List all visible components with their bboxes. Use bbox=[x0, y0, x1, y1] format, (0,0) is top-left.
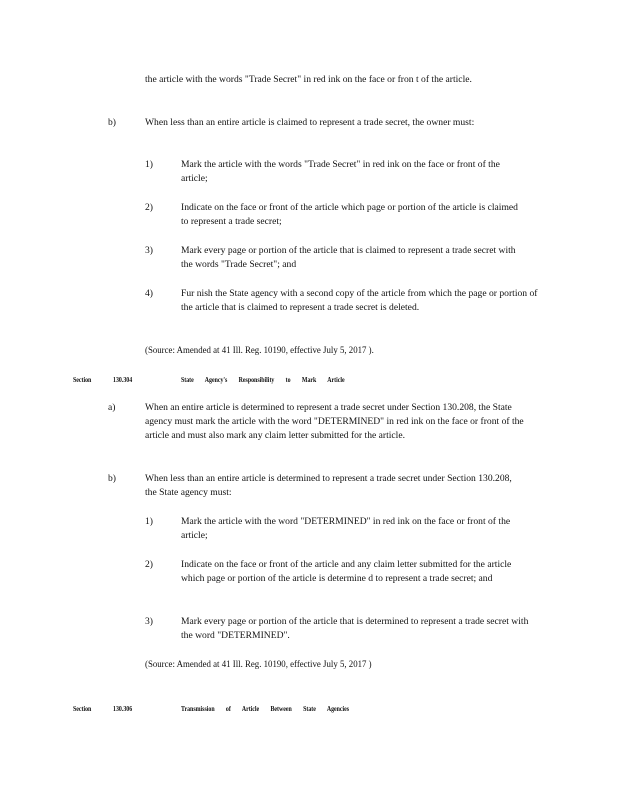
subitem-text: Mark the article with the word "DETERMINED" in red ink on the face or front of the article; bbox=[181, 516, 511, 541]
subitem-text: Mark every page or portion of the article that is claimed to represent a trade secret with the words "Trade Secret"; and bbox=[181, 245, 516, 270]
item-b-text: When less than an entire article is claimed to represent a trade secret, the owner must: bbox=[145, 117, 475, 128]
source-note: (Source: Amended at 41 Ill. Reg. 10190, effective July 5, 2017 ). bbox=[145, 345, 374, 356]
subitem-text: Fur nish the State agency with a second copy of the article from which the page or portion of the article that is claimed to represent a trade secret is deleted. bbox=[181, 288, 538, 313]
subitem-label: 2) bbox=[145, 202, 153, 213]
section-number: 130.306 bbox=[113, 705, 133, 713]
section-number: 130.304 bbox=[113, 376, 133, 384]
source-note: (Source: Amended at 41 Ill. Reg. 10190, effective July 5, 2017 ) bbox=[145, 659, 372, 670]
section-label: Section bbox=[73, 705, 92, 713]
intro-continuation: the article with the words "Trade Secret" in red ink on the face or fron t of the article. bbox=[145, 74, 472, 85]
item-label-a: a) bbox=[108, 402, 116, 413]
item-label-b: b) bbox=[108, 117, 116, 128]
subitem-label: 3) bbox=[145, 616, 153, 627]
subitem-text: Indicate on the face or front of the article which page or portion of the article is claimed to represent a trade secret; bbox=[181, 202, 518, 227]
subitem-label: 3) bbox=[145, 245, 153, 256]
section-title: Transmission of Article Between State Agencies bbox=[181, 705, 350, 713]
subitem-text: Mark the article with the words "Trade Secret" in red ink on the face or front of the article; bbox=[181, 159, 500, 184]
item-label-b: b) bbox=[108, 473, 116, 484]
subitem-label: 1) bbox=[145, 516, 153, 527]
subitem-label: 2) bbox=[145, 559, 153, 570]
subitem-label: 1) bbox=[145, 159, 153, 170]
item-a-text: When an entire article is determined to represent a trade secret under Section 130.208, the State agency must mark the article with the word "DETERMINED" in red ink on the face or front of the article and must also mark any claim letter submitted for the article. bbox=[145, 402, 524, 441]
item-b-text: When less than an entire article is determined to represent a trade secret under Section 130.208, the State agency must: bbox=[145, 473, 512, 498]
section-title: State Agency's Responsibility to Mark Article bbox=[181, 376, 345, 384]
subitem-text: Indicate on the face or front of the article and any claim letter submitted for the article which page or portion of the article is determine d to represent a trade secret; and bbox=[181, 559, 512, 584]
subitem-text: Mark every page or portion of the article that is determined to represent a trade secret with the word "DETERMINED". bbox=[181, 616, 529, 641]
subitem-label: 4) bbox=[145, 288, 153, 299]
section-label: Section bbox=[73, 376, 92, 384]
